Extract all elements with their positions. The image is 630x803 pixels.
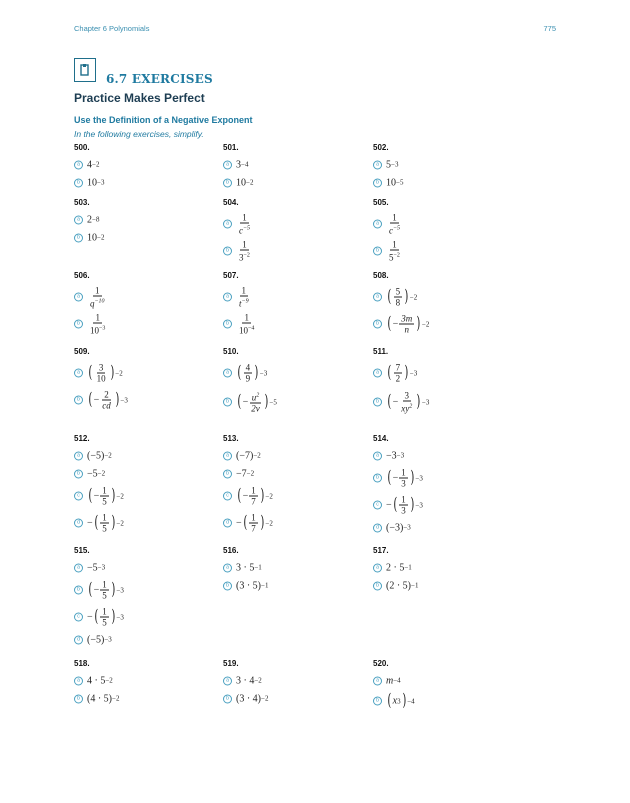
expression: 3 · 4 −2 — [236, 675, 262, 686]
exercise-520 — [373, 659, 513, 713]
part-d-badge: d — [223, 519, 232, 528]
expression: − ( $\frac{1}{3}$ ) −3 — [386, 494, 423, 516]
exercises-icon — [74, 58, 96, 82]
exercise-number: 511. — [373, 347, 389, 356]
expression: ( x 3 ) −4 — [387, 690, 415, 711]
expression: − ( $\frac{1}{5}$ ) −2 — [87, 512, 124, 534]
part-b-badge: b — [74, 320, 83, 329]
exercise-number: 512. — [74, 434, 90, 443]
part-a-badge: a — [223, 220, 232, 229]
part-b-badge: b — [373, 581, 382, 590]
expression: $\frac{1}{c^{-5}}$ — [389, 212, 401, 236]
part-a-badge: a — [223, 563, 232, 572]
part-a — [74, 672, 214, 689]
objective-title: Use the Definition of a Negative Exponent — [74, 115, 253, 125]
part-b — [373, 387, 513, 417]
part-b — [74, 229, 214, 246]
part-d — [223, 510, 363, 536]
exercise-number: 513. — [223, 434, 239, 443]
expression: 10 −5 — [386, 177, 404, 188]
part-a-badge: a — [74, 676, 83, 685]
exercise-515 — [74, 546, 214, 649]
part-b-badge: b — [74, 469, 83, 478]
exercise-number: 501. — [223, 143, 239, 152]
exercise-number: 506. — [74, 271, 90, 280]
part-b — [223, 238, 363, 264]
part-a-badge: a — [74, 369, 83, 378]
part-a-badge: a — [74, 563, 83, 572]
expression: −3 −3 — [386, 450, 405, 461]
expression: ( $\frac{4}{9}$ ) −3 — [237, 362, 268, 384]
part-a-badge: a — [373, 676, 382, 685]
exercise-506 — [74, 271, 214, 338]
expression: −5 −2 — [87, 468, 106, 479]
part-a — [373, 447, 513, 464]
part-a — [74, 559, 214, 576]
expression: $\frac{1}{5^{-2}}$ — [389, 239, 400, 263]
part-a — [74, 447, 214, 464]
exercise-518 — [74, 659, 214, 708]
part-a-badge: a — [223, 369, 232, 378]
part-a — [223, 559, 363, 576]
exercise-500 — [74, 143, 214, 192]
exercise-517 — [373, 546, 513, 595]
running-header-chapter: Chapter 6 Polynomials — [74, 24, 150, 33]
part-c — [223, 483, 363, 509]
expression: (4 · 5) −2 — [87, 693, 120, 704]
expression: (−3) −3 — [386, 522, 411, 533]
expression: $\frac{1}{c^{-5}}$ — [239, 212, 251, 236]
part-a-badge: a — [373, 220, 382, 229]
part-a — [373, 559, 513, 576]
exercise-510 — [223, 347, 363, 418]
part-a-badge: a — [74, 293, 83, 302]
part-b — [223, 465, 363, 482]
part-b — [223, 577, 363, 594]
expression: (−7) −2 — [236, 450, 261, 461]
part-a — [223, 211, 363, 237]
expression: $\frac{1}{t^{-9}}$ — [239, 285, 249, 309]
page-number: 775 — [543, 24, 556, 33]
part-a — [373, 211, 513, 237]
part-a-badge: a — [373, 451, 382, 460]
exercise-519 — [223, 659, 363, 708]
expression: 4 −2 — [87, 159, 100, 170]
part-b-badge: b — [74, 396, 83, 405]
part-a — [373, 672, 513, 689]
part-b — [223, 387, 363, 417]
section-title: 6.7 EXERCISES — [106, 72, 213, 86]
part-b-badge: b — [223, 398, 232, 407]
exercise-number: 510. — [223, 347, 239, 356]
exercise-511 — [373, 347, 513, 418]
part-d — [74, 631, 214, 648]
exercise-503 — [74, 198, 214, 247]
part-b-badge: b — [373, 247, 382, 256]
part-b-badge: b — [223, 320, 232, 329]
expression: ( $\frac{7}{2}$ ) −3 — [387, 362, 418, 384]
expression: $\frac{1}{q^{-10}}$ — [90, 285, 105, 309]
part-b — [74, 311, 214, 337]
part-b — [373, 577, 513, 594]
exercise-504 — [223, 198, 363, 265]
expression: ( − $\frac{1}{3}$ ) −3 — [387, 467, 423, 489]
part-b-badge: b — [373, 697, 382, 706]
expression: 10 −2 — [236, 177, 254, 188]
expression: ( − $\frac{3}{xy^2}$ ) −3 — [387, 390, 430, 414]
part-b-badge: b — [373, 178, 382, 187]
exercise-502 — [373, 143, 513, 192]
part-d-badge: d — [74, 635, 83, 644]
exercise-501 — [223, 143, 363, 192]
exercise-number: 514. — [373, 434, 389, 443]
expression: ( − $\frac{3m}{n}$ ) −2 — [387, 313, 430, 335]
expression: 3 −4 — [236, 159, 249, 170]
expression: ( − $\frac{1}{7}$ ) −2 — [237, 485, 273, 507]
part-b — [74, 387, 214, 413]
part-b-badge: b — [74, 233, 83, 242]
part-b-badge: b — [373, 474, 382, 483]
expression: m −4 — [386, 675, 401, 686]
expression: ( $\frac{3}{10}$ ) −2 — [88, 362, 123, 384]
part-a — [74, 211, 214, 228]
part-c-badge: c — [373, 501, 382, 510]
exercise-513 — [223, 434, 363, 537]
expression: 2 · 5 −1 — [386, 562, 412, 573]
exercise-number: 515. — [74, 546, 90, 555]
expression: $\frac{1}{10^{-4}}$ — [239, 312, 255, 336]
part-b — [74, 577, 214, 603]
part-b — [223, 174, 363, 191]
part-b-badge: b — [74, 586, 83, 595]
part-a-badge: a — [373, 369, 382, 378]
exercise-number: 505. — [373, 198, 389, 207]
part-b — [373, 690, 513, 712]
part-a-badge: a — [223, 676, 232, 685]
part-c-badge: c — [74, 613, 83, 622]
exercise-507 — [223, 271, 363, 338]
part-c — [373, 492, 513, 518]
exercise-number: 504. — [223, 198, 239, 207]
expression: (3 · 5) −1 — [236, 580, 269, 591]
expression: ( − $\frac{u^2}{2v}$ ) −5 — [237, 391, 277, 414]
part-a-badge: a — [373, 563, 382, 572]
part-a-badge: a — [373, 293, 382, 302]
exercise-number: 502. — [373, 143, 389, 152]
part-b-badge: b — [74, 694, 83, 703]
exercise-514 — [373, 434, 513, 537]
part-b-badge: b — [74, 178, 83, 187]
part-a-badge: a — [223, 451, 232, 460]
exercise-number: 507. — [223, 271, 239, 280]
expression: ( − $\frac{1}{5}$ ) −2 — [88, 485, 124, 507]
exercise-number: 517. — [373, 546, 389, 555]
part-b — [74, 174, 214, 191]
expression: 5 −3 — [386, 159, 399, 170]
part-a — [373, 284, 513, 310]
part-a-badge: a — [373, 160, 382, 169]
part-b — [223, 311, 363, 337]
part-b-badge: b — [373, 398, 382, 407]
part-a — [223, 672, 363, 689]
part-a — [74, 360, 214, 386]
exercise-number: 508. — [373, 271, 389, 280]
instructions: In the following exercises, simplify. — [74, 129, 204, 139]
part-d-badge: d — [373, 523, 382, 532]
part-c — [74, 604, 214, 630]
part-d — [74, 510, 214, 536]
expression: 3 · 5 −1 — [236, 562, 262, 573]
expression: ( $\frac{5}{8}$ ) −2 — [387, 286, 418, 308]
expression: $\frac{1}{10^{-3}}$ — [90, 312, 106, 336]
part-a — [373, 156, 513, 173]
part-a — [223, 360, 363, 386]
part-b — [223, 690, 363, 707]
part-a-badge: a — [74, 215, 83, 224]
expression: −5 −3 — [87, 562, 106, 573]
part-a — [373, 360, 513, 386]
exercise-number: 519. — [223, 659, 239, 668]
expression: −7 −2 — [236, 468, 255, 479]
exercise-number: 518. — [74, 659, 90, 668]
part-a-badge: a — [223, 293, 232, 302]
part-b — [373, 238, 513, 264]
expression: ( − $\frac{2}{cd}$ ) −3 — [88, 389, 128, 411]
part-c-badge: c — [74, 492, 83, 501]
expression: − ( $\frac{1}{7}$ ) −2 — [236, 512, 273, 534]
exercise-509 — [74, 347, 214, 414]
exercise-number: 503. — [74, 198, 90, 207]
expression: 10 −3 — [87, 177, 105, 188]
part-a — [74, 284, 214, 310]
part-b-badge: b — [223, 581, 232, 590]
part-b-badge: b — [373, 320, 382, 329]
exercise-505 — [373, 198, 513, 265]
part-a-badge: a — [74, 160, 83, 169]
exercise-512 — [74, 434, 214, 537]
expression: ( − $\frac{1}{5}$ ) −3 — [88, 579, 124, 601]
part-a — [223, 156, 363, 173]
exercise-number: 500. — [74, 143, 90, 152]
expression: (−5) −3 — [87, 634, 112, 645]
part-a — [223, 284, 363, 310]
part-b — [373, 465, 513, 491]
part-b-badge: b — [223, 178, 232, 187]
exercise-number: 520. — [373, 659, 389, 668]
part-d-badge: d — [74, 519, 83, 528]
part-b-badge: b — [223, 247, 232, 256]
expression: 4 · 5 −2 — [87, 675, 113, 686]
part-c-badge: c — [223, 492, 232, 501]
exercise-516 — [223, 546, 363, 595]
expression: $\frac{1}{3^{-2}}$ — [239, 239, 250, 263]
exercise-508 — [373, 271, 513, 338]
exercise-number: 509. — [74, 347, 90, 356]
part-b-badge: b — [223, 694, 232, 703]
part-a-badge: a — [223, 160, 232, 169]
part-a — [74, 156, 214, 173]
expression: 10 −2 — [87, 232, 105, 243]
part-b — [74, 690, 214, 707]
part-b — [373, 174, 513, 191]
part-b-badge: b — [223, 469, 232, 478]
expression: (3 · 4) −2 — [236, 693, 269, 704]
part-a-badge: a — [74, 451, 83, 460]
expression: − ( $\frac{1}{5}$ ) −3 — [87, 606, 124, 628]
section-subtitle: Practice Makes Perfect — [74, 91, 205, 105]
part-b — [373, 311, 513, 337]
expression: (−5) −2 — [87, 450, 112, 461]
exercise-number: 516. — [223, 546, 239, 555]
expression: 2 −8 — [87, 214, 100, 225]
part-c — [74, 483, 214, 509]
expression: (2 · 5) −1 — [386, 580, 419, 591]
part-b — [74, 465, 214, 482]
part-d — [373, 519, 513, 536]
part-a — [223, 447, 363, 464]
